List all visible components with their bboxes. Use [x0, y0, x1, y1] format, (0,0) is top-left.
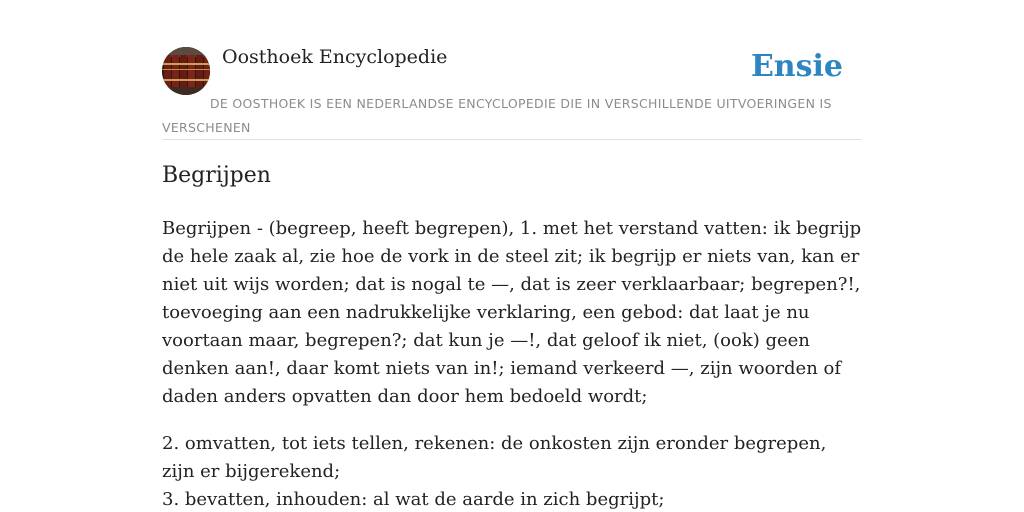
site-tagline: DE OOSTHOEK IS EEN NEDERLANDSE ENCYCLOPEDIE DIE IN VERSCHILLENDE UITVOERINGEN IS VERSCHENEN: [162, 96, 832, 135]
definition-paragraph-1: Begrijpen - (begreep, heeft begrepen), 1. met het verstand vatten: ik begrijp de hele zaak al, zie hoe de vork in de steel zit; ik begrijp er niets van, kan er niet uit wijs worden; dat is nogal te —, dat is zeer verklaarbaar; begrepen?!, toevoeging aan een nadrukkelijke verklaring, een gebod: dat laat je nu voortaan maar, begrepen?; dat kun je —!, dat geloof ik niet, (ook) geen denken aan!, daar komt niets van in!; iemand verkeerd —, zijn woorden of daden anders opvatten dan door hem bedoeld wordt;: [162, 218, 862, 407]
site-title[interactable]: Oosthoek Encyclopedie: [222, 46, 448, 68]
entry-content: [162, 215, 862, 512]
header-divider: [162, 139, 862, 140]
brand-logo[interactable]: Ensie: [750, 49, 843, 84]
entry-title: Begrijpen: [162, 163, 271, 188]
encyclopedia-books-icon[interactable]: [162, 47, 210, 95]
definition-line-2: 2. omvatten, tot iets tellen, rekenen: de onkosten zijn eronder begrepen, zijn er bijgerekend;: [162, 433, 827, 482]
definition-line-3: 3. bevatten, inhouden: al wat de aarde in zich begrijpt;: [162, 489, 665, 510]
definition-paragraph-2: [162, 430, 862, 512]
